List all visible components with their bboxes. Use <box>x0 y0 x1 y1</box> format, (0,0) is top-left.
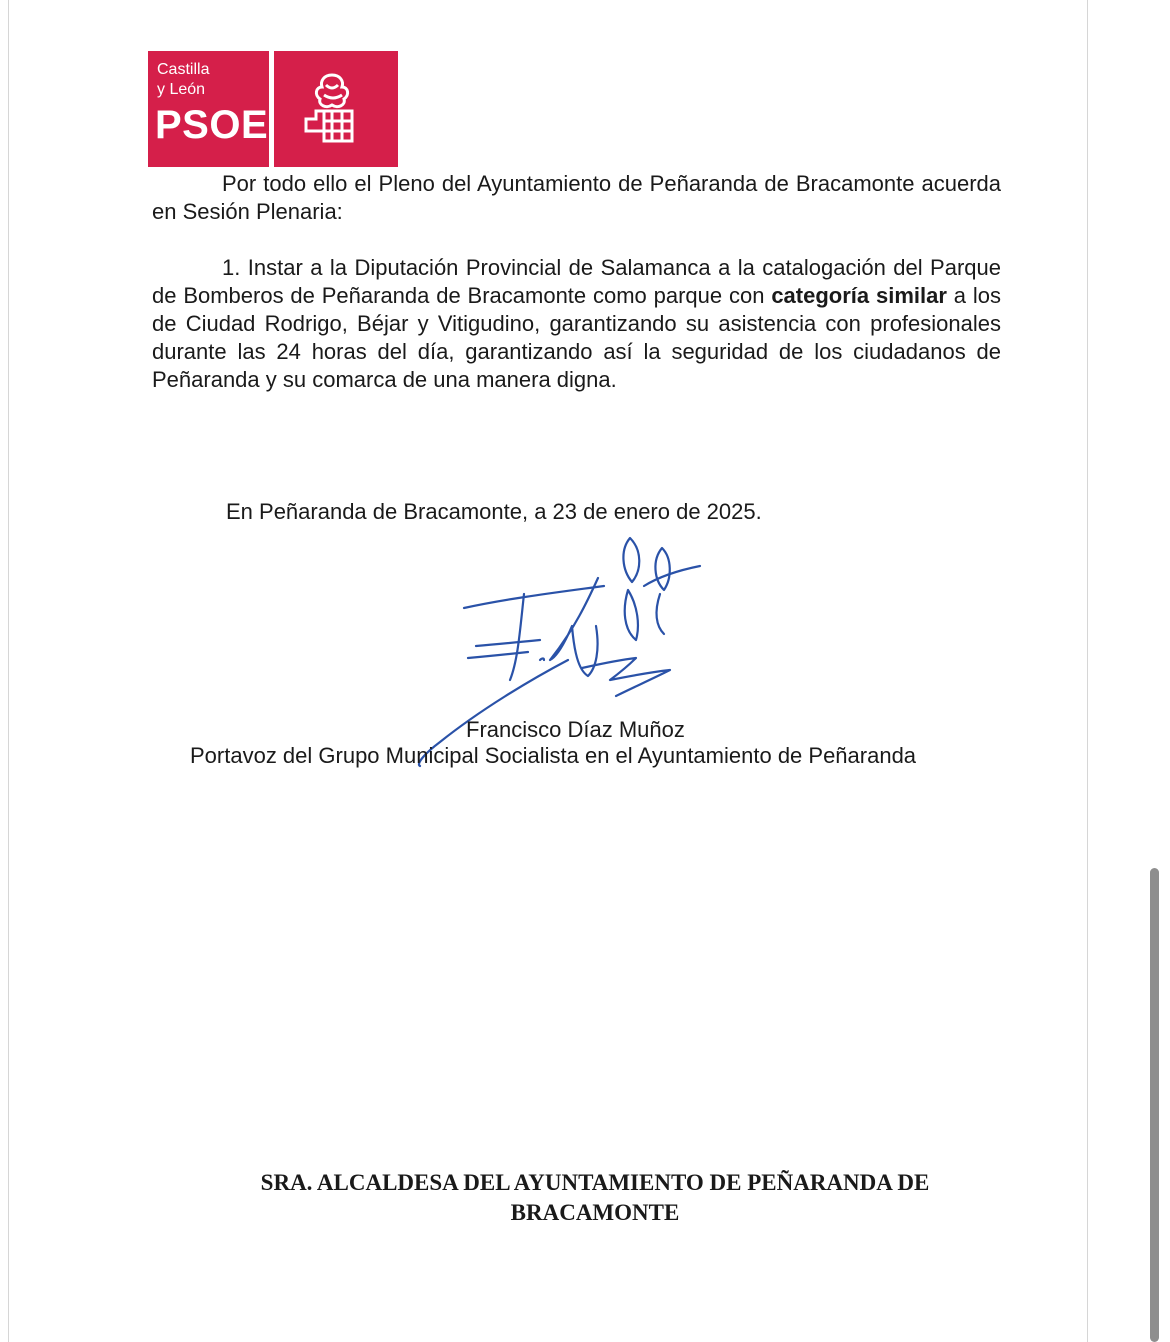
signatory-name: Francisco Díaz Muñoz <box>466 717 685 742</box>
fist-rose-icon <box>274 51 398 167</box>
agreement-item-text-continued: a los de Ciudad Rodrigo, Béjar y Vitigudino, garantizando su asistencia con profesionales durante las 24 horas del día, garantizando así la seguridad de los ciudadanos de Peñaranda y su comarca de una manera digna. <box>152 283 1001 392</box>
logo-party-name: PSOE <box>155 103 269 147</box>
logo-region-line2: y León <box>157 81 206 98</box>
addressee <box>220 1168 970 1228</box>
agreement-item <box>152 254 1001 394</box>
addressee-line1: SRA. ALCALDESA DEL AYUNTAMIENTO DE PEÑARANDA DE <box>260 1170 930 1195</box>
place-date: En Peñaranda de Bracamonte, a 23 de enero de 2025. <box>226 499 762 524</box>
agreement-intro <box>152 170 1001 226</box>
agreement-item-emphasis: categoría similar <box>771 283 947 308</box>
addressee-line2: BRACAMONTE <box>510 1200 680 1225</box>
agreement-item-text: 1. Instar a la Diputación Provincial de Salamanca a la catalogación del Parque de Bomberos de Peñaranda de Bracamonte como parque con <box>152 255 1001 308</box>
logo-region <box>157 60 209 100</box>
psoe-logo <box>148 51 398 167</box>
signatory-role: Portavoz del Grupo Municipal Socialista en el Ayuntamiento de Peñaranda <box>190 743 917 768</box>
logo-text-block <box>148 51 269 167</box>
logo-region-line1: Castilla <box>157 61 210 78</box>
agreement-intro-text: Por todo ello el Pleno del Ayuntamiento de Peñaranda de Bracamonte acuerda en Sesión Plenaria: <box>152 171 1001 224</box>
scrollbar-thumb[interactable] <box>1150 868 1159 1342</box>
